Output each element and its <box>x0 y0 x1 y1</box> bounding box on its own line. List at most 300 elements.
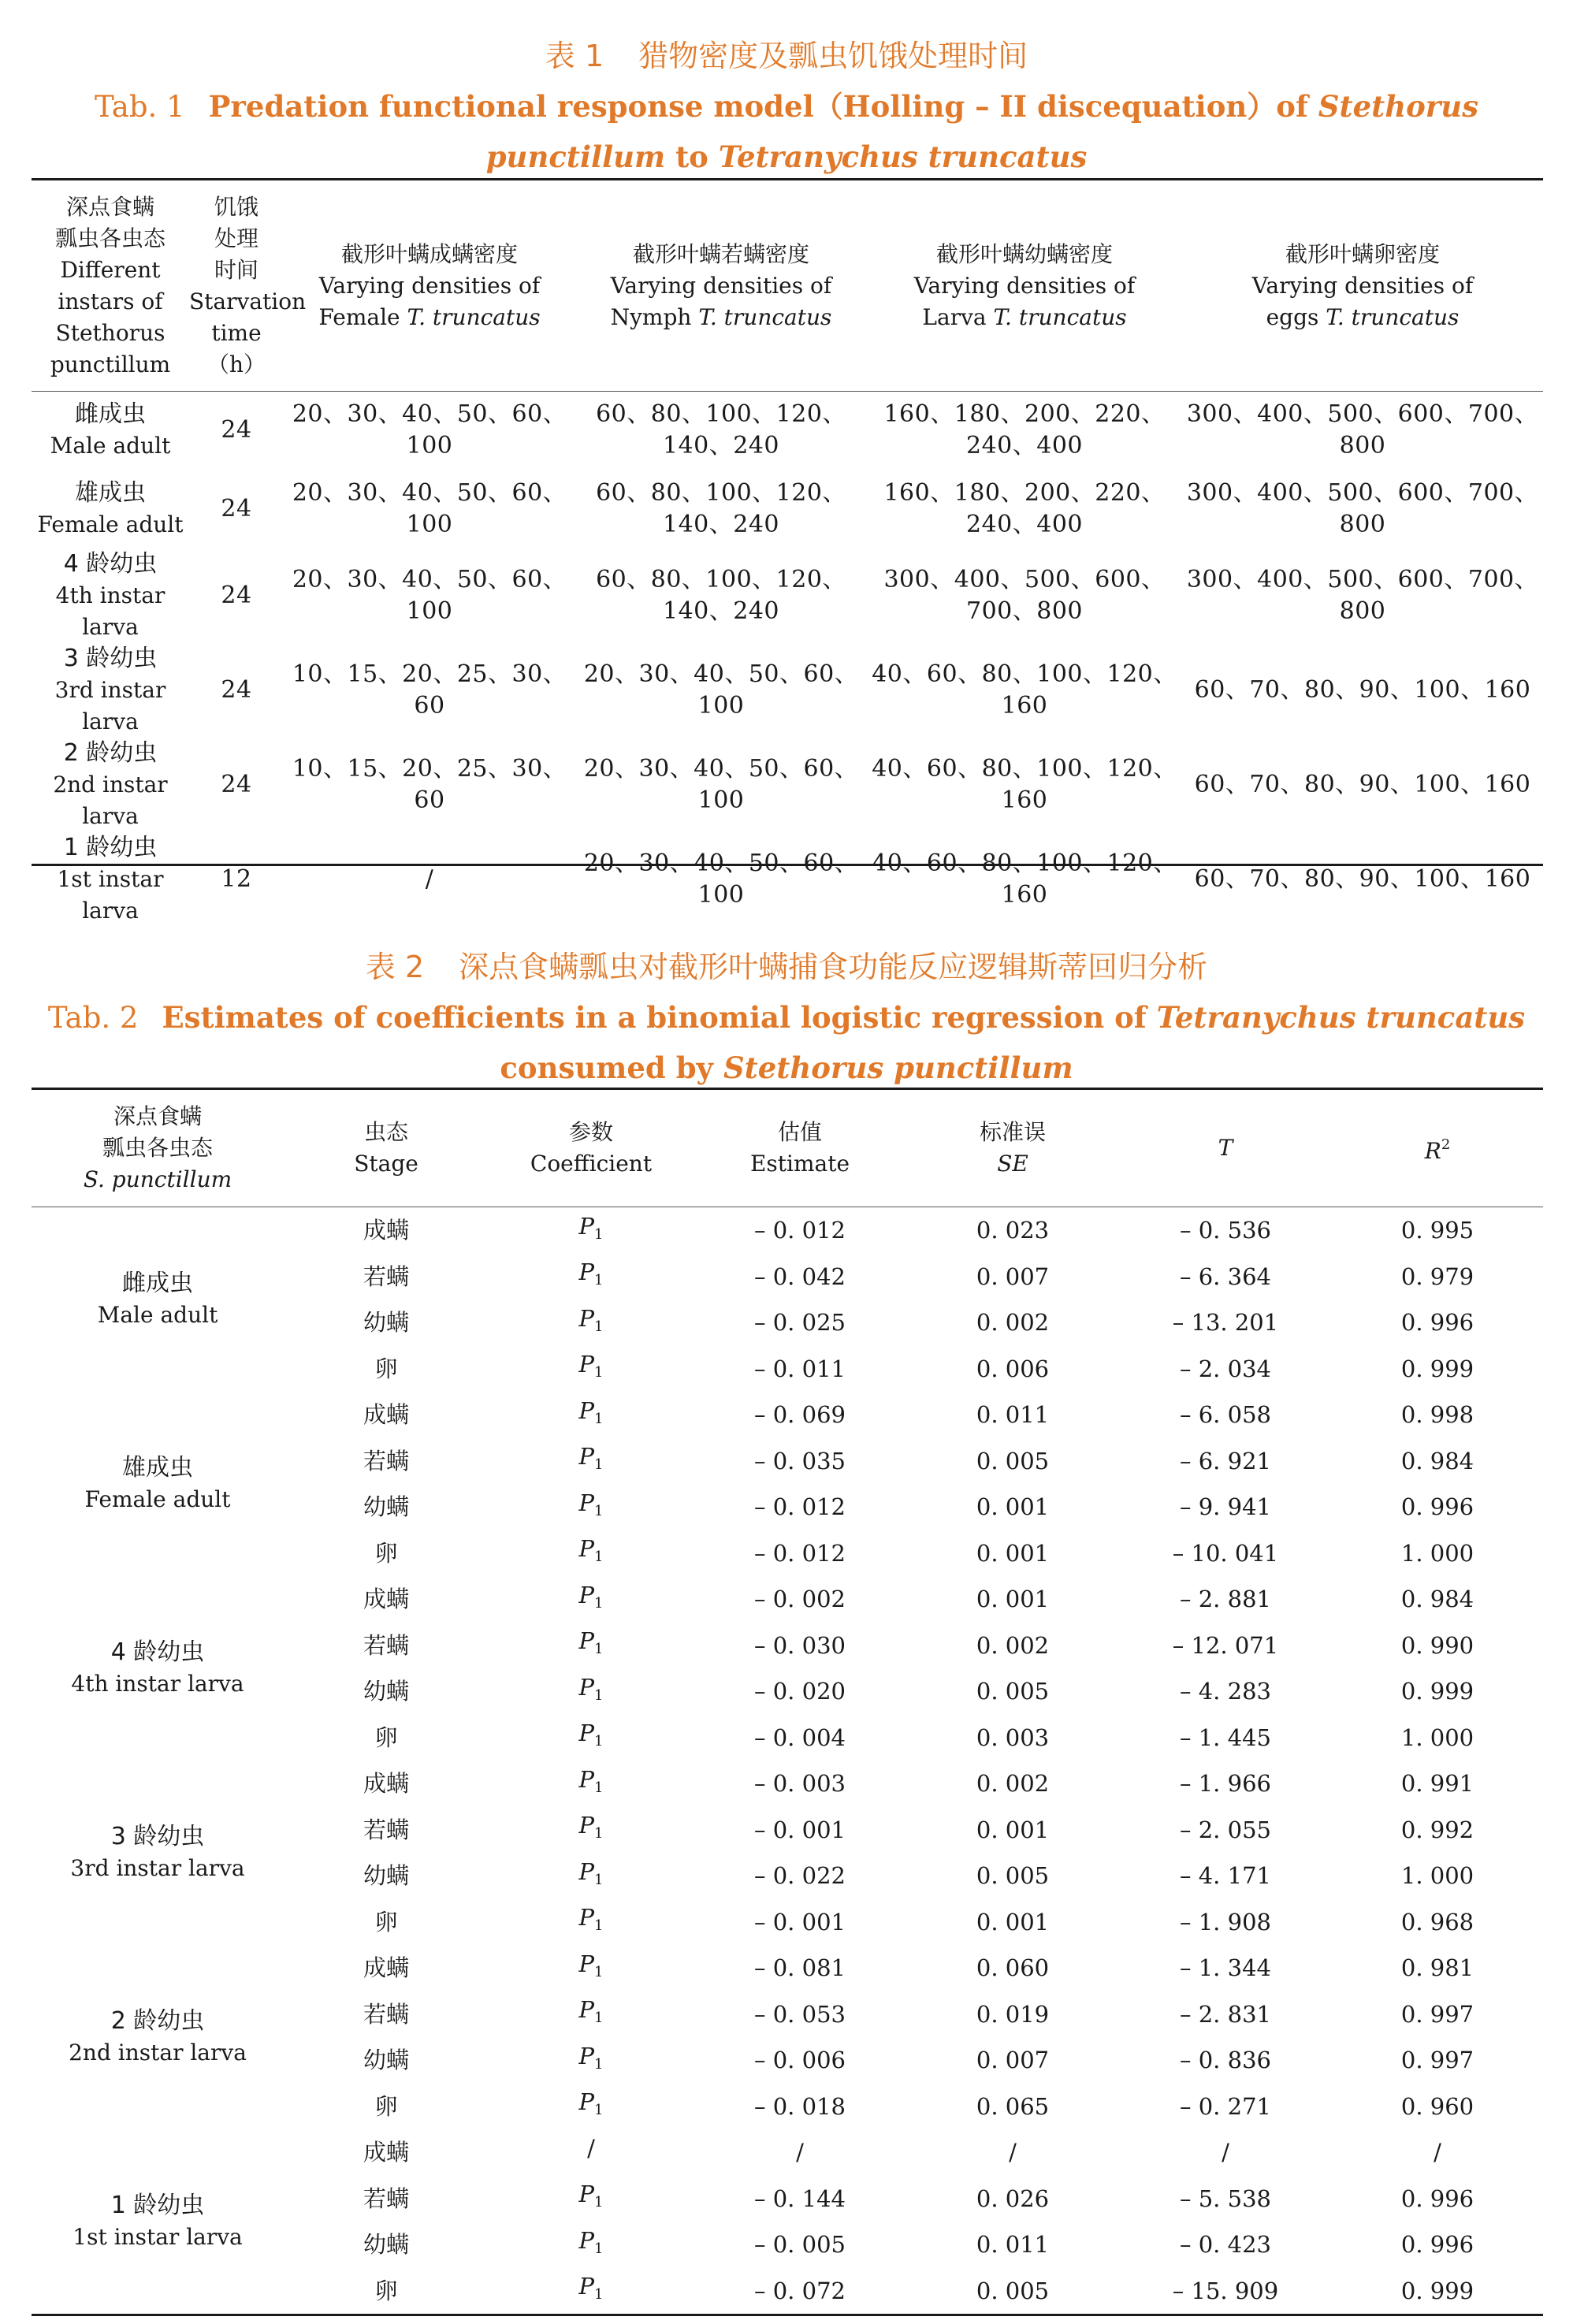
table2-title-en-italic2: Stethorus punctillum <box>723 1050 1073 1085</box>
table2-number-cn: 表 2 <box>365 950 425 984</box>
table1-stage-en: 1st instar larva <box>57 866 164 924</box>
table2-cell-t: – 4. 283 <box>1180 1678 1271 1705</box>
table1-header-egg <box>1182 180 1543 391</box>
table2-coef-symbol: P <box>578 2042 595 2069</box>
table2-header-r2-sup: 2 <box>1441 1136 1451 1153</box>
table1-row <box>32 643 1543 738</box>
table2-coef-symbol: P <box>578 1812 595 1839</box>
table2-cell-r2: 0. 991 <box>1400 1770 1474 1798</box>
table2-cell-stage: 成螨 <box>363 1954 409 1982</box>
table2-cell-r2: 0. 996 <box>1400 2231 1474 2259</box>
table2-row <box>32 1392 1543 1438</box>
table1-cell-time: 12 <box>221 865 252 893</box>
table1-cell-larva: 40、60、80、100、120、160 <box>872 660 1177 720</box>
table2-coef-symbol: P <box>578 1581 595 1608</box>
table2-caption-en-line1 <box>0 991 1573 1044</box>
table2-cell-t: – 2. 881 <box>1180 1586 1271 1613</box>
table2-coef-subscript: 1 <box>594 1318 604 1335</box>
table2-header-t-label: T <box>1218 1135 1233 1161</box>
table1-header-nymph-cn: 截形叶螨若螨密度 <box>632 240 809 267</box>
table2-cell-coef <box>489 2129 694 2176</box>
table1-number-en: Tab. 1 <box>94 90 185 124</box>
table1-header-time-cn1: 饥饿 <box>214 193 258 220</box>
table2-cell-group <box>32 2129 284 2314</box>
table2-cell-coef <box>489 1899 694 1946</box>
table2-cell-group <box>32 1761 284 1945</box>
table1-cell-nymph: 20、30、40、50、60、100 <box>583 850 859 909</box>
table1-header-time <box>189 180 307 391</box>
table2-cell-se: 0. 005 <box>976 1678 1050 1705</box>
table2-cell-se: 0. 002 <box>976 1631 1050 1659</box>
table2-cell-stage: 卵 <box>374 2277 398 2304</box>
table2-cell-group <box>32 1207 284 1392</box>
table1-header-egg-cn: 截形叶螨卵密度 <box>1285 240 1440 267</box>
table2 <box>32 1089 1543 2314</box>
table1-stage-cn: 1 龄幼虫 <box>63 834 158 861</box>
table2-cell-t: – 9. 941 <box>1180 1493 1271 1521</box>
table1-header-time-en1: Starvation <box>189 288 307 314</box>
table1-stage-en: Female adult <box>37 511 184 537</box>
table1-cell-nymph: 60、80、100、120、140、240 <box>596 400 846 459</box>
table2-coef-symbol: P <box>578 1212 595 1240</box>
table2-cell-coef <box>489 1346 694 1393</box>
table2-cell-estimate: – 0. 018 <box>754 2092 846 2120</box>
table2-coef-symbol: P <box>578 2088 595 2116</box>
table1-cell-egg: 300、400、500、600、700、800 <box>1186 400 1539 459</box>
table1-header-stage-en1: Different <box>60 256 161 283</box>
table1-title-en-italic3: Tetranychus truncatus <box>718 139 1088 174</box>
table2-row <box>32 1576 1543 1623</box>
table2-cell-stage: 卵 <box>374 2092 398 2120</box>
table1-cell-adult: 20、30、40、50、60、100 <box>292 566 567 625</box>
table2-coef-symbol: P <box>578 1950 595 1977</box>
table1-cell-larva: 160、180、200、220、240、400 <box>883 400 1166 459</box>
table1-header-stage-en3: Stethorus <box>55 319 165 346</box>
table1-caption-cn <box>0 30 1573 82</box>
table2-cell-t: – 5. 538 <box>1180 2185 1271 2212</box>
table2-cell-stage: 若螨 <box>363 1262 409 1290</box>
table2-cell-estimate: – 0. 081 <box>754 1954 846 1982</box>
table1-header-time-cn3: 时间 <box>214 256 258 283</box>
table2-coef-symbol: P <box>578 1904 595 1932</box>
table1-header-larva-en2: Larva <box>922 303 987 330</box>
table1-row <box>32 548 1543 643</box>
table1-cell-egg: 300、400、500、600、700、800 <box>1186 566 1539 625</box>
table2-cell-se: 0. 002 <box>976 1309 1050 1337</box>
table1-cell-larva: 160、180、200、220、240、400 <box>883 479 1166 538</box>
table2-row <box>32 2129 1543 2176</box>
table2-cell-coef <box>489 2084 694 2130</box>
table2-coef-subscript: 1 <box>594 1364 604 1381</box>
table2-cell-r2: 0. 998 <box>1400 1401 1474 1429</box>
table2-cell-estimate: – 0. 069 <box>754 1401 846 1429</box>
table2-cell-t: – 12. 071 <box>1172 1631 1279 1659</box>
table2-coef-subscript: 1 <box>594 1225 604 1243</box>
table1-cell-egg: 60、70、80、90、100、160 <box>1194 676 1531 704</box>
table2-group-cn: 2 龄幼虫 <box>110 2007 205 2035</box>
table2-cell-coef <box>489 1668 694 1715</box>
table2-cell-coef <box>489 1576 694 1623</box>
table2-coef-symbol: P <box>578 1535 595 1563</box>
table1-cell-time: 24 <box>221 582 252 609</box>
table2-cell-r2: / <box>1434 2139 1441 2166</box>
table2-cell-t: – 13. 201 <box>1172 1309 1279 1337</box>
table2-row <box>32 1207 1543 1254</box>
table1 <box>32 180 1543 927</box>
table2-cell-estimate: – 0. 053 <box>754 2000 846 2028</box>
table1-header-stage-en4: punctillum <box>50 351 171 377</box>
table2-cell-r2: 1. 000 <box>1400 1723 1474 1751</box>
table2-cell-coef <box>489 2222 694 2268</box>
table1-header-nymph <box>575 180 867 391</box>
table1-stage-en: 2nd instar larva <box>53 772 168 829</box>
table1-stage-cn: 雌成虫 <box>75 400 146 428</box>
table2-coef-subscript: 1 <box>594 1641 604 1658</box>
table2-cell-se: 0. 001 <box>976 1493 1050 1521</box>
table2-title-cn: 深点食螨瓢虫对截形叶螨捕食功能反应逻辑斯蒂回归分析 <box>459 950 1208 984</box>
table1-cell-nymph: 20、30、40、50、60、100 <box>583 660 859 720</box>
table2-cell-estimate: – 0. 072 <box>754 2277 846 2304</box>
table1-header-larva-en: Varying densities of <box>913 272 1136 299</box>
table2-cell-t: / <box>1222 2139 1229 2166</box>
table2-coef-subscript: 1 <box>594 1963 604 1980</box>
table2-cell-stage: 幼螨 <box>363 1678 409 1705</box>
table2-cell-group <box>32 1945 284 2129</box>
table2-cell-estimate: – 0. 025 <box>754 1309 846 1337</box>
table2-header-group-en: S. punctillum <box>83 1166 232 1192</box>
table2-coef-symbol: P <box>578 1765 595 1793</box>
table1-title-en-italic1: Stethorus <box>1318 89 1479 124</box>
table1-header-egg-en2: eggs <box>1266 303 1319 330</box>
table2-coef-subscript: 1 <box>594 2010 604 2027</box>
table2-coef-subscript: 1 <box>594 2286 604 2304</box>
table2-coef-symbol: P <box>578 2181 595 2208</box>
table1-cell-adult: 10、15、20、25、30、60 <box>292 660 567 720</box>
table2-coef-subscript: 1 <box>594 1686 604 1704</box>
table2-coef-symbol: P <box>578 1443 595 1471</box>
table2-cell-stage: 幼螨 <box>363 2231 409 2259</box>
table2-group-cn: 1 龄幼虫 <box>110 2192 205 2219</box>
table2-cell-estimate: – 0. 012 <box>754 1493 846 1521</box>
table2-cell-se: 0. 007 <box>976 2047 1050 2074</box>
table2-cell-estimate: – 0. 003 <box>754 1770 846 1798</box>
table2-coef-symbol: P <box>578 1627 595 1655</box>
table2-cell-stage: 若螨 <box>363 1447 409 1474</box>
table2-cell-t: – 1. 966 <box>1180 1770 1271 1798</box>
table2-cell-coef <box>489 1853 694 1899</box>
table1-title-en-part2: to <box>675 139 708 174</box>
table2-cell-t: – 1. 445 <box>1180 1723 1271 1751</box>
table1-stage-cn: 3 龄幼虫 <box>63 645 158 672</box>
table1-cell-stage <box>32 832 189 927</box>
table2-header-r2 <box>1332 1089 1543 1207</box>
table2-cell-stage: 卵 <box>374 1539 398 1567</box>
table2-group-cn: 4 龄幼虫 <box>110 1638 205 1666</box>
table2-cell-stage: 幼螨 <box>363 1493 409 1521</box>
table1-cell-stage <box>32 738 189 832</box>
table2-cell-t: – 6. 058 <box>1180 1401 1271 1429</box>
table2-cell-r2: 0. 979 <box>1400 1262 1474 1290</box>
table2-cell-t: – 2. 831 <box>1180 2000 1271 2028</box>
table2-cell-r2: 0. 999 <box>1400 1678 1474 1705</box>
table1-header-adult-en2: Female <box>318 303 400 330</box>
table2-cell-t: – 6. 921 <box>1180 1447 1271 1474</box>
table2-cell-r2: 0. 981 <box>1400 1954 1474 1982</box>
table1-stage-cn: 4 龄幼虫 <box>63 550 158 578</box>
table1-cell-time: 24 <box>221 676 252 704</box>
table2-cell-coef <box>489 1254 694 1300</box>
table1-cell-nymph: 60、80、100、120、140、240 <box>596 479 846 538</box>
table2-cell-t: – 10. 041 <box>1172 1539 1279 1567</box>
table2-cell-stage: 卵 <box>374 1355 398 1382</box>
table2-row <box>32 1945 1543 1991</box>
table2-header-se-cn: 标准误 <box>979 1119 1046 1145</box>
table2-cell-coef <box>489 1484 694 1530</box>
table2-group-en: 4th instar larva <box>71 1671 244 1697</box>
table1-header-row <box>32 180 1543 391</box>
table1-stage-cn: 2 龄幼虫 <box>63 739 158 767</box>
table2-cell-estimate: – 0. 012 <box>754 1539 846 1567</box>
table1-row <box>32 470 1543 548</box>
table2-cell-r2: 0. 995 <box>1400 1217 1474 1244</box>
table1-header-adult-species: T. truncatus <box>407 303 541 330</box>
table2-header-stage-en: Stage <box>354 1151 418 1177</box>
table1-header-adult-en: Varying densities of <box>318 272 541 299</box>
table2-cell-estimate: / <box>796 2139 804 2166</box>
table2-coef-subscript: 1 <box>594 1825 604 1842</box>
table2-coef-subscript: 1 <box>594 1410 604 1427</box>
table2-cell-r2: 0. 997 <box>1400 2047 1474 2074</box>
table2-coef-subscript: 1 <box>594 2194 604 2211</box>
table2-cell-r2: 0. 997 <box>1400 2000 1474 2028</box>
table2-cell-t: – 0. 271 <box>1180 2092 1271 2120</box>
table2-cell-r2: 0. 996 <box>1400 1493 1474 1521</box>
table2-cell-se: 0. 060 <box>976 1954 1050 1982</box>
table2-cell-coef <box>489 2176 694 2222</box>
table2-header-coef <box>489 1089 694 1207</box>
table2-coef-symbol: P <box>578 1857 595 1885</box>
table2-coef-symbol: P <box>578 1489 595 1516</box>
table2-cell-coef <box>489 1438 694 1485</box>
table2-coef-symbol: P <box>578 1351 595 1378</box>
table2-coef-subscript: 1 <box>594 2055 604 2073</box>
table2-header-group <box>32 1089 284 1207</box>
table1-cell-larva: 300、400、500、600、700、800 <box>883 566 1166 625</box>
table1-header-adult <box>284 180 575 391</box>
table2-header-estimate-en: Estimate <box>749 1151 850 1177</box>
table1-body <box>32 391 1543 927</box>
table2-cell-r2: 0. 984 <box>1400 1586 1474 1613</box>
table1-header-nymph-en2: Nymph <box>610 303 692 330</box>
table1-header-larva-cn: 截形叶螨幼螨密度 <box>935 240 1113 267</box>
table2-cell-coef <box>489 1207 694 1254</box>
table1-stage-en: 3rd instar larva <box>54 677 166 734</box>
table2-number-en: Tab. 2 <box>47 1001 139 1035</box>
table2-cell-estimate: – 0. 030 <box>754 1631 846 1659</box>
table2-coef-subscript: 1 <box>594 1917 604 1935</box>
table1-cell-time: 24 <box>221 416 252 444</box>
table2-cell-estimate: – 0. 020 <box>754 1678 846 1705</box>
table2-group-en: 2nd instar larva <box>69 2040 247 2066</box>
table1-cell-adult: / <box>425 865 434 893</box>
table2-cell-stage: 幼螨 <box>363 2047 409 2074</box>
table2-cell-r2: 0. 968 <box>1400 1908 1474 1935</box>
table2-cell-t: – 4. 171 <box>1180 1862 1271 1890</box>
table1-header-time-unit: （h） <box>206 351 266 377</box>
table2-header-estimate-cn: 估值 <box>777 1119 822 1145</box>
table2-cell-se: 0. 005 <box>976 1447 1050 1474</box>
table2-cell-coef <box>489 1300 694 1346</box>
table2-cell-stage: 成螨 <box>363 1586 409 1613</box>
table2-header-r2-label: R <box>1424 1138 1441 1164</box>
table1-stage-en: 4th instar larva <box>55 582 165 640</box>
table2-header-coef-cn: 参数 <box>568 1119 613 1145</box>
table1-cell-nymph: 60、80、100、120、140、240 <box>596 566 846 625</box>
table2-cell-t: – 1. 908 <box>1180 1908 1271 1935</box>
table2-cell-coef <box>489 1807 694 1854</box>
table2-coef-symbol: P <box>578 1720 595 1747</box>
table2-cell-se: 0. 006 <box>976 1355 1050 1382</box>
table2-cell-se: / <box>1009 2139 1017 2166</box>
table2-cell-r2: 0. 996 <box>1400 2185 1474 2212</box>
table2-cell-coef <box>489 1945 694 1991</box>
table1-cell-nymph: 20、30、40、50、60、100 <box>583 755 859 814</box>
table2-group-cn: 雌成虫 <box>122 1270 193 1297</box>
table2-cell-stage: 卵 <box>374 1723 398 1751</box>
table2-cell-stage: 若螨 <box>363 1816 409 1843</box>
table2-cell-r2: 0. 992 <box>1400 1816 1474 1843</box>
table2-cell-t: – 0. 423 <box>1180 2231 1271 2259</box>
table1-header-stage-en2: instars of <box>58 288 163 314</box>
table2-cell-r2: 0. 996 <box>1400 1309 1474 1337</box>
table2-coef-symbol: P <box>578 1996 595 2024</box>
table2-header-stage-cn: 虫态 <box>363 1119 408 1145</box>
table2-cell-coef <box>489 2037 694 2084</box>
table2-header-coef-en: Coefficient <box>530 1151 653 1177</box>
table2-header-group-cn2: 瓢虫各虫态 <box>102 1135 213 1161</box>
table2-group-cn: 3 龄幼虫 <box>110 1823 205 1850</box>
table2-cell-r2: 1. 000 <box>1400 1862 1474 1890</box>
table2-cell-stage: 若螨 <box>363 2000 409 2028</box>
table2-cell-stage: 若螨 <box>363 1631 409 1659</box>
table2-coef-subscript: 1 <box>594 1733 604 1750</box>
table2-cell-se: 0. 005 <box>976 1862 1050 1890</box>
table2-cell-r2: 0. 984 <box>1400 1447 1474 1474</box>
table1-header-larva-species: T. truncatus <box>993 303 1127 330</box>
table2-cell-se: 0. 007 <box>976 1262 1050 1290</box>
table1-cell-larva: 40、60、80、100、120、160 <box>872 850 1177 909</box>
table2-cell-group <box>32 1392 284 1576</box>
table2-group-cn: 雄成虫 <box>122 1454 193 1482</box>
table1-stage-cn: 雄成虫 <box>75 479 146 507</box>
table1-header-nymph-en: Varying densities of <box>610 272 832 299</box>
table2-coef-subscript: 1 <box>594 1272 604 1289</box>
table2-cell-coef <box>489 1623 694 1669</box>
table2-header-se <box>906 1089 1119 1207</box>
table2-cell-t: – 6. 364 <box>1180 1262 1271 1290</box>
table2-cell-stage: 成螨 <box>363 1217 409 1244</box>
table1-header-stage-cn2: 瓢虫各虫态 <box>54 225 165 251</box>
table1-header-larva <box>867 180 1182 391</box>
table2-cell-se: 0. 023 <box>976 1217 1050 1244</box>
table2-cell-coef <box>489 1991 694 2038</box>
table1-header-stage <box>32 180 189 391</box>
table1-cell-time: 24 <box>221 771 252 798</box>
table2-header-se-en: SE <box>997 1151 1028 1177</box>
table2-cell-se: 0. 026 <box>976 2185 1050 2212</box>
table1-caption-en-line2 <box>0 131 1573 183</box>
table1-row <box>32 738 1543 832</box>
table1-header-time-cn2: 处理 <box>214 225 258 251</box>
table2-cell-coef <box>489 2268 694 2315</box>
table1-cell-adult: 20、30、40、50、60、100 <box>292 400 567 459</box>
table1-cell-stage <box>32 548 189 643</box>
table2-cell-se: 0. 002 <box>976 1770 1050 1798</box>
table2-coef-symbol: P <box>578 1304 595 1332</box>
table2-coef-subscript: 1 <box>594 1871 604 1888</box>
table1-stage-en: Male adult <box>50 433 171 459</box>
table2-cell-estimate: – 0. 035 <box>754 1447 846 1474</box>
table1-cell-time: 24 <box>221 495 252 522</box>
table2-cell-t: – 15. 909 <box>1172 2277 1279 2304</box>
table2-cell-stage: 若螨 <box>363 2185 409 2212</box>
table2-cell-se: 0. 019 <box>976 2000 1050 2028</box>
table1-cell-stage <box>32 470 189 548</box>
table1-header-stage-cn1: 深点食螨 <box>65 193 154 220</box>
table2-coef-subscript: 1 <box>594 1779 604 1796</box>
table2-group-en: Male adult <box>97 1302 218 1328</box>
table2-cell-se: 0. 001 <box>976 1908 1050 1935</box>
table2-header-group-cn1: 深点食螨 <box>113 1103 202 1129</box>
table2-cell-coef <box>489 1761 694 1807</box>
table2-bottom-rule <box>32 2314 1543 2316</box>
table1-cell-egg: 300、400、500、600、700、800 <box>1186 479 1539 538</box>
table2-coef-symbol: P <box>578 1396 595 1424</box>
table2-cell-se: 0. 001 <box>976 1816 1050 1843</box>
table2-cell-stage: 成螨 <box>363 2139 409 2166</box>
table2-cell-se: 0. 005 <box>976 2277 1050 2304</box>
table2-cell-t: – 2. 034 <box>1180 1355 1271 1382</box>
table2-coef-subscript: 1 <box>594 1502 604 1519</box>
table1-header-nymph-species: T. truncatus <box>698 303 832 330</box>
table2-header-row <box>32 1089 1543 1207</box>
table1-cell-stage <box>32 643 189 738</box>
table2-cell-se: 0. 001 <box>976 1586 1050 1613</box>
table1-row <box>32 832 1543 927</box>
table2-cell-coef <box>489 1715 694 1761</box>
table2-title-en-part2: consumed by <box>500 1050 714 1085</box>
table2-cell-r2: 0. 999 <box>1400 1355 1474 1382</box>
table2-cell-t: – 0. 836 <box>1180 2047 1271 2074</box>
table2-header-estimate <box>694 1089 906 1207</box>
table2-coef-subscript: 1 <box>594 2102 604 2119</box>
table2-caption-en-line2 <box>0 1042 1573 1094</box>
table2-cell-estimate: – 0. 012 <box>754 1217 846 1244</box>
table2-cell-se: 0. 011 <box>976 1401 1050 1429</box>
table2-cell-stage: 成螨 <box>363 1401 409 1429</box>
table2-coef-subscript: 1 <box>594 1594 604 1612</box>
table2-cell-estimate: – 0. 004 <box>754 1723 846 1751</box>
table2-header-stage <box>284 1089 489 1207</box>
table2-group-en: Female adult <box>84 1486 231 1512</box>
table1-cell-adult: 10、15、20、25、30、60 <box>292 755 567 814</box>
table2-cell-r2: 1. 000 <box>1400 1539 1474 1567</box>
table1-row <box>32 391 1543 470</box>
table2-coef-subscript: 1 <box>594 2240 604 2257</box>
table1-header-egg-species: T. truncatus <box>1326 303 1460 330</box>
table2-cell-group <box>32 1576 284 1761</box>
table2-cell-estimate: – 0. 006 <box>754 2047 846 2074</box>
